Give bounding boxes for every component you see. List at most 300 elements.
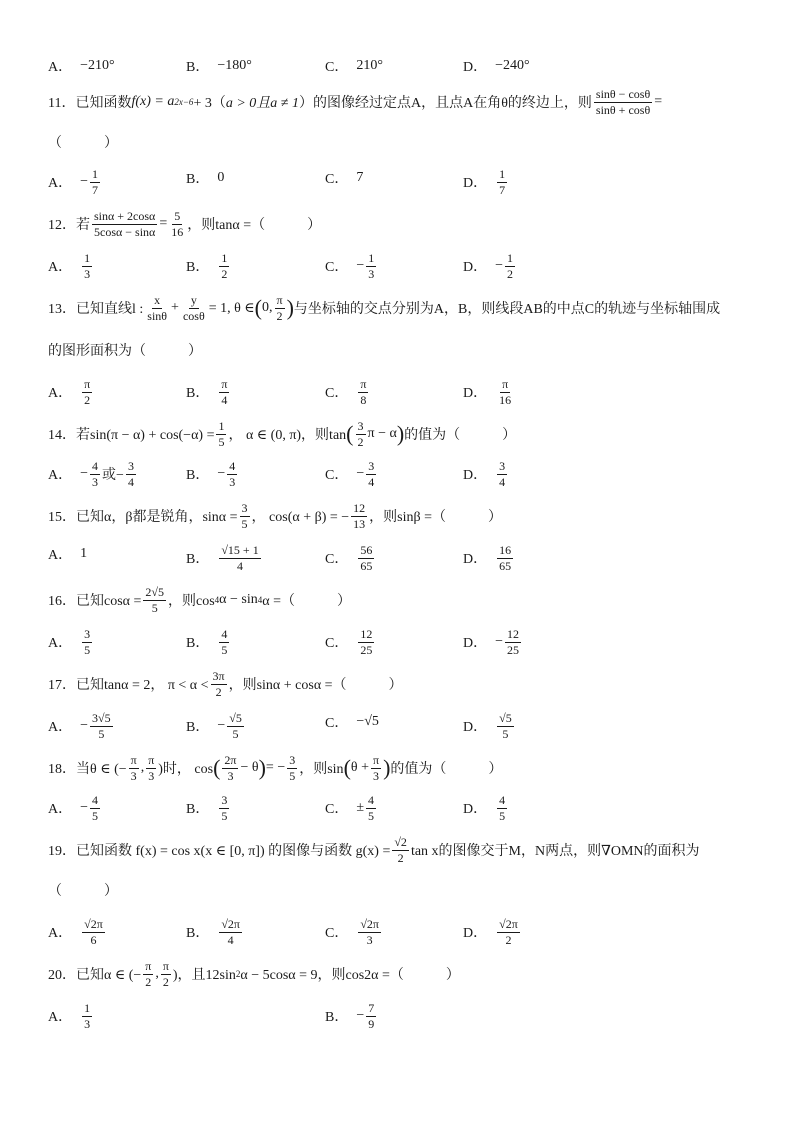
option-sign: − [80,466,89,482]
ratio-fraction [594,88,652,116]
condition: a > 0且a ≠ 1 [225,96,299,112]
option-sign: ± [356,800,365,816]
option-fraction-denominator: 3 [84,1016,91,1031]
option-fraction-numerator: 1 [221,251,228,265]
option-fraction-denominator: 7 [499,182,506,197]
option-fraction [219,918,242,946]
option-b [186,918,244,946]
option-fraction-numerator: 1 [92,167,99,181]
option-d [463,252,517,280]
option-fraction-denominator: 5 [502,726,509,741]
pi-fraction-numerator: π [373,753,380,767]
lower-bound-numerator: π [145,959,152,973]
upper-bound-denominator: 3 [148,768,155,783]
option-fraction [82,252,92,280]
option-d [463,168,509,196]
option-fraction-denominator: 5 [84,642,91,657]
coef-fraction-denominator: 2 [357,434,364,449]
value-fraction-denominator: 16 [171,224,184,239]
option-fraction-denominator: 5 [499,808,506,823]
option-fraction [219,544,260,572]
question-16 [48,586,351,614]
option-fraction-denominator: 3 [229,474,236,489]
option-fraction-denominator: 25 [360,642,373,657]
option-b [325,1002,378,1030]
option-c [325,918,383,946]
option-fraction [82,918,105,946]
angle-fraction [222,754,238,782]
option-label: C． [325,802,349,818]
question-stem-c: α − sin [219,592,258,608]
y-fraction-denominator: cosθ [182,308,205,323]
option-fraction-denominator: 5 [221,642,228,657]
option-label: A． [48,636,73,652]
option-fraction-denominator: 25 [507,642,520,657]
question-stem-c: α − 5cosα = 9，则cos2α =（ ） [240,968,460,984]
sin-fraction-denominator: 5 [241,516,248,531]
upper-bound-numerator: π [148,753,155,767]
comma: , [140,760,145,776]
option-fraction-denominator: 4 [237,558,244,573]
option-label: B． [186,802,210,818]
upper-bound [161,960,171,988]
option-d [463,378,515,406]
option-label: C． [325,716,349,731]
option-fraction [227,460,237,488]
option-c [325,56,383,76]
ratio-fraction-denominator: sinθ + cosθ [595,102,651,117]
option-fraction-denominator: 8 [360,392,367,407]
option-label: B． [186,386,210,402]
option-label: D． [463,60,488,75]
option-fraction-denominator: 3 [84,266,91,281]
option-fraction [219,628,229,656]
y-fraction-numerator: y [190,293,197,307]
option-label: B． [186,60,210,75]
question-15 [48,502,502,530]
pi-fraction-denominator: 2 [276,308,283,323]
cos-fraction-denominator: 13 [353,516,366,531]
paren-open: ( [254,295,262,321]
question-stem-b: ，则sinα + cosα =（ ） [228,678,403,694]
sin-fraction [240,502,250,530]
option-fraction [358,544,374,572]
answer-blank [48,880,118,900]
option-label: B． [186,468,210,484]
option-fraction-numerator: 3 [368,459,375,473]
option-fraction-denominator: 5 [98,726,105,741]
option-label: D． [463,926,488,942]
function-tail: + 3（ [193,96,226,112]
coef-fraction-numerator: 3 [357,419,364,433]
option-fraction-numerator: 3 [84,627,91,641]
answer-blank [48,132,118,152]
option-a [48,168,102,196]
option-c [325,460,378,488]
option-fraction-numerator: 12 [507,627,520,641]
y-fraction [181,294,207,322]
option-b [186,460,239,488]
question-number: 13． [48,302,76,318]
option-fraction-denominator: 2 [507,266,514,281]
coef-fraction-numerator: √2 [394,835,407,849]
option-label: D． [463,720,488,736]
option-fraction [497,460,507,488]
option-fraction-numerator: 3 [499,459,506,473]
cos-fraction [351,502,367,530]
question-stem-b: )时， cos [158,762,214,778]
option-fraction-denominator: 6 [90,932,97,947]
question-18 [48,754,502,782]
option-label: B． [186,552,210,568]
question-stem: 若 [76,218,90,234]
pi-fraction [371,754,381,782]
option-d [463,460,509,488]
option-label: B． [186,172,210,187]
x-fraction [145,294,169,322]
option-label: B． [186,926,210,942]
option-sign: − [80,718,89,734]
option-fraction-numerator: √2π [84,917,103,931]
option-fraction-numerator: √5 [229,711,242,725]
option-d [463,544,515,572]
question-13 [48,294,720,322]
question-stem-e: ，则sin [299,762,344,778]
option-c [325,628,376,656]
option-mid: 或− [102,468,124,484]
option-a [48,544,87,564]
paren-close: ) [258,755,266,781]
exponent: 2x−6 [174,97,194,108]
option-fraction-denominator: 4 [368,474,375,489]
option-sign: − [217,718,226,734]
question-stem-b: ，则tanα =（ ） [187,218,322,234]
sin-fraction-numerator: 3 [241,501,248,515]
option-fraction-denominator: 2 [505,932,512,947]
option-fraction [497,378,513,406]
option-b [186,252,231,280]
option-fraction-numerator: π [84,377,91,391]
question-stem-d: = − [265,760,286,776]
option-label: A． [48,926,73,942]
option-label: C． [325,636,349,652]
question-stem-f: θ + [350,760,369,776]
option-value: −240° [495,58,530,73]
option-fraction-denominator: 5 [368,808,375,823]
option-sign: − [356,258,365,274]
option-fraction [497,794,507,822]
option-sign: − [495,634,504,650]
question-stem: 已知cosα = [76,594,142,610]
question-stem-b: ）的图像经过定点A，且点A在角θ的终边上，则 [298,96,592,112]
option-d [463,918,522,946]
option-a [48,1002,94,1030]
option-d [463,794,509,822]
question-stem: 已知α，β都是锐角，sinα = [76,510,238,526]
option-label: A． [48,468,73,484]
option-a [48,252,94,280]
question-number: 12． [48,218,76,234]
option-fraction-2 [126,460,136,488]
option-fraction [82,378,92,406]
option-fraction-denominator: 2 [84,392,91,407]
option-b [186,56,252,76]
option-value: −√5 [356,714,379,729]
option-a [48,628,94,656]
option-b [186,712,246,740]
lower-bound [129,754,139,782]
option-value: 1 [80,546,88,561]
option-label: D． [463,176,488,192]
option-label: A． [48,548,73,563]
option-label: C． [325,60,349,75]
option-label: A． [48,1010,73,1026]
option-b [186,168,224,188]
option-fraction [82,628,92,656]
question-stem-b: ， cos(α + β) = − [251,510,350,526]
option-fraction-numerator: √2π [221,917,240,931]
upper-bound-numerator: π [162,959,169,973]
option-fraction-denominator: 5 [232,726,239,741]
option-fraction-denominator: 4 [499,474,506,489]
option-label: C． [325,926,349,942]
question-stem-b: 与坐标轴的交点分别为A，B，则线段AB的中点C的轨迹与坐标轴围成 [293,302,721,318]
option-fraction-numerator: 1 [84,1001,91,1015]
option-b [186,544,263,572]
question-number: 14． [48,428,76,444]
option-fraction-numerator: 12 [360,627,373,641]
x-fraction-numerator: x [154,293,161,307]
option-fraction-numerator: 4 [229,459,236,473]
bound-fraction-denominator: 2 [215,684,222,699]
equation-mid: = 1, θ ∈ [208,300,255,316]
option-fraction-numerator: 4 [92,793,99,807]
option-fraction [366,794,376,822]
question-stem: 当θ ∈ (− [76,762,127,778]
option-value: 210° [356,58,383,73]
option-label: D． [463,386,488,402]
paren-open: ( [213,755,221,781]
option-label: C． [325,260,349,276]
option-a [48,918,107,946]
answer-blank: （ ） [48,136,118,151]
pi-fraction [275,294,285,322]
question-stem-d: 的值为（ ） [404,428,517,444]
option-sign: − [495,258,504,274]
option-label: D． [463,260,488,276]
option-fraction-numerator: π [221,377,228,391]
option-fraction-numerator: √2π [499,917,518,931]
cos-fraction-numerator: 12 [353,501,366,515]
question-number: 16． [48,594,76,610]
option-fraction-numerator: 1 [499,167,506,181]
option-a [48,794,102,822]
question-stem-line2: 的图形面积为（ ） [48,344,202,359]
option-fraction-numerator: 3√5 [92,711,111,725]
option-label: B． [325,1010,349,1026]
option-label: C． [325,172,349,187]
question-12 [48,210,321,238]
question-stem-g: 的值为（ ） [390,762,503,778]
option-fraction-2-denominator: 4 [127,474,134,489]
option-fraction-numerator: π [360,377,367,391]
option-label: A． [48,720,73,736]
option-fraction [219,252,229,280]
option-fraction-denominator: 7 [92,182,99,197]
option-fraction-numerator: √2π [360,917,379,931]
question-number: 15． [48,510,76,526]
option-fraction [366,460,376,488]
cos-fraction [143,586,166,614]
ratio-fraction-numerator: sinα + 2cosα [94,209,156,223]
option-fraction-numerator: π [502,377,509,391]
ratio-fraction-numerator: sinθ − cosθ [595,87,651,101]
option-fraction-numerator: 7 [368,1001,375,1015]
value-fraction-numerator: 1 [218,419,225,433]
option-c [325,712,379,732]
question-stem: 已知函数 [75,96,132,112]
option-label: C． [325,552,349,568]
exponent: 4 [214,595,220,606]
value-fraction-denominator: 5 [218,434,225,449]
question-20 [48,960,460,988]
ratio-fraction-denominator: 5cosα − sinα [94,224,156,239]
option-label: B． [186,260,210,276]
question-stem: 已知α ∈ (− [76,968,142,984]
option-fraction-denominator: 3 [368,266,375,281]
bound-fraction [211,670,227,698]
option-fraction [497,544,513,572]
option-fraction-denominator: 2 [221,266,228,281]
option-label: A． [48,386,73,402]
upper-bound-denominator: 2 [162,974,169,989]
option-a [48,460,138,488]
pi-fraction-denominator: 3 [373,768,380,783]
option-fraction [90,168,100,196]
bound-fraction-numerator: 3π [212,669,225,683]
question-number: 17． [48,678,76,694]
option-b [186,378,231,406]
option-sign: − [217,466,226,482]
option-value: 0 [217,170,225,185]
paren-close: ) [383,755,391,781]
coef-fraction-denominator: 2 [397,850,404,865]
option-fraction-denominator: 9 [368,1016,375,1031]
exponent: 4 [257,595,263,606]
question-stem-b: ，则cos [168,594,215,610]
question-stem-b: )，且12sin [172,968,236,984]
question-number: 20． [48,968,76,984]
equals: = [654,94,663,110]
option-label: D． [463,636,488,652]
question-14 [48,420,516,448]
option-fraction [358,918,381,946]
option-fraction [358,378,368,406]
option-value: −180° [217,58,252,73]
option-c [325,168,363,188]
lower-bound-denominator: 2 [145,974,152,989]
option-value: −210° [80,58,115,73]
option-fraction-numerator: 1 [84,251,91,265]
option-label: C． [325,468,349,484]
value-fraction [216,420,226,448]
option-fraction [90,794,100,822]
lower-bound-denominator: 3 [130,768,137,783]
option-label: D． [463,802,488,818]
question-stem: 已知直线l : [76,302,144,318]
option-c [325,252,378,280]
option-fraction [366,252,376,280]
option-label: B． [186,720,210,736]
option-sign: − [356,1008,365,1024]
upper-bound [146,754,156,782]
option-d [463,712,516,740]
option-a [48,56,115,76]
option-fraction [219,378,229,406]
option-d [463,628,523,656]
option-fraction [497,712,514,740]
coef-fraction [356,420,366,448]
option-fraction-denominator: 4 [221,392,228,407]
option-c [325,378,370,406]
option-fraction-denominator: 65 [499,558,512,573]
pi-fraction-numerator: π [276,293,283,307]
question-stem-b: ， α ∈ (0, π)，则tan [228,428,347,444]
answer-blank: （ ） [48,884,118,899]
question-19 [48,836,700,864]
option-fraction-numerator: √15 + 1 [221,543,259,557]
option-fraction-numerator: √5 [499,711,512,725]
option-fraction-denominator: 16 [499,392,512,407]
option-fraction-denominator: 5 [92,808,99,823]
option-sign: − [80,174,89,190]
option-sign: − [80,800,89,816]
question-stem-c: − θ [240,760,259,776]
option-fraction-numerator: 4 [368,793,375,807]
option-label: D． [463,468,488,484]
angle-fraction-numerator: 2π [224,753,237,767]
option-fraction [505,252,515,280]
paren-open: ( [343,755,351,781]
option-fraction [219,794,229,822]
option-fraction-numerator: 1 [507,251,514,265]
plus: + [171,300,179,316]
question-number: 19． [48,844,76,860]
option-fraction-denominator: 5 [221,808,228,823]
option-fraction-numerator: 3 [221,793,228,807]
paren-close: ) [396,421,405,447]
function-expr: f(x) = a [131,94,175,110]
option-fraction-numerator: 1 [368,251,375,265]
lower-bound-numerator: π [130,753,137,767]
option-fraction-numerator: 56 [360,543,373,557]
question-number: 18． [48,762,76,778]
question-13-line2 [48,340,202,360]
ratio-fraction [92,210,157,238]
option-label: A． [48,176,73,192]
option-fraction [90,460,100,488]
angle-fraction-denominator: 3 [227,768,234,783]
option-fraction-2-numerator: 3 [127,459,134,473]
option-b [186,794,231,822]
option-fraction [82,1002,92,1030]
option-fraction [366,1002,376,1030]
question-11 [48,88,662,116]
question-stem-b: tan x的图像交于M，N两点，则∇OMN的面积为 [410,844,700,860]
value-fraction [169,210,185,238]
cos-fraction-numerator: 2√5 [145,585,164,599]
option-fraction-denominator: 3 [366,932,373,947]
